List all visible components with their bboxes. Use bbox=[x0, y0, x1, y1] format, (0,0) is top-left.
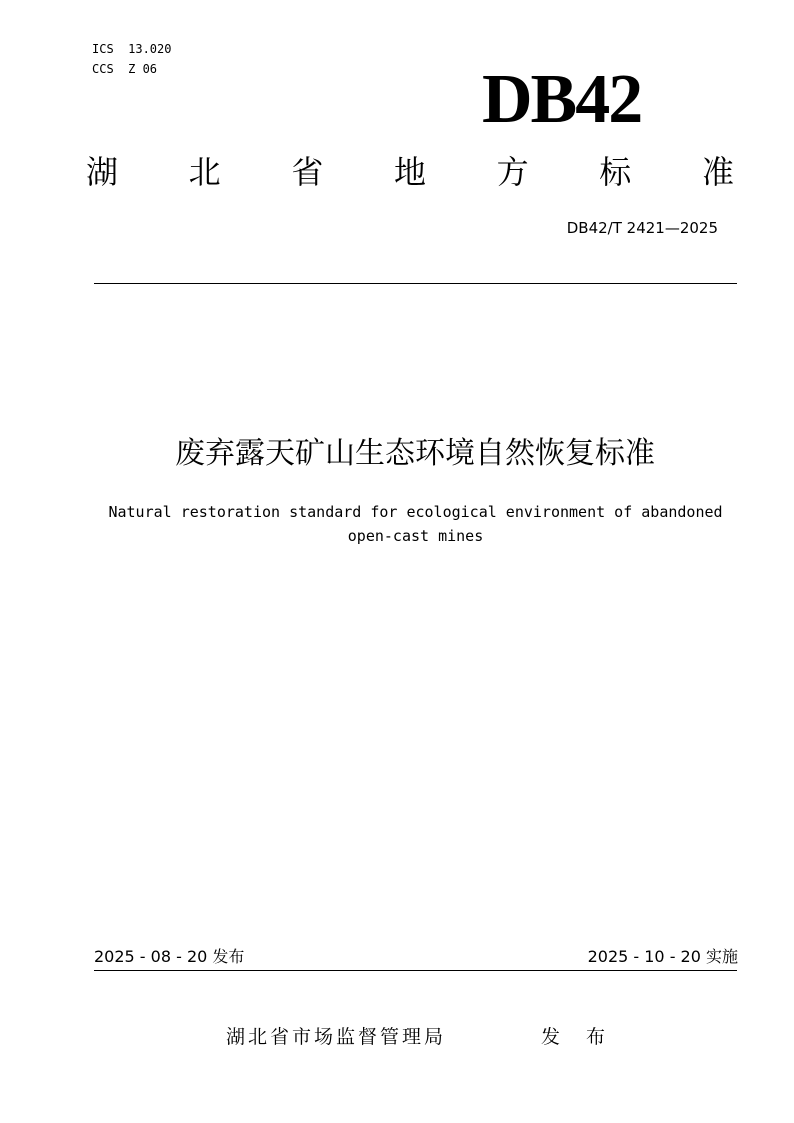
document-title-chinese: 废弃露天矿山生态环境自然恢复标准 bbox=[175, 436, 655, 471]
standard-type-char: 北 bbox=[188, 153, 221, 191]
standard-type-char: 省 bbox=[291, 153, 324, 191]
top-divider bbox=[94, 283, 737, 284]
english-title-line-2: open-cast mines bbox=[347, 527, 484, 545]
standard-number: DB42/T 2421—2025 bbox=[566, 219, 718, 237]
ics-code: ICS 13.020 bbox=[92, 42, 172, 56]
standard-type-char: 湖 bbox=[86, 153, 119, 191]
standard-type-char: 准 bbox=[701, 153, 734, 191]
standard-type-heading bbox=[86, 150, 734, 194]
document-title-english bbox=[94, 500, 737, 548]
standard-type-char: 地 bbox=[393, 153, 426, 191]
standard-type-char: 标 bbox=[599, 153, 632, 191]
ccs-code: CCS Z 06 bbox=[92, 62, 158, 76]
bottom-divider bbox=[94, 970, 737, 971]
standard-type-char: 方 bbox=[496, 153, 529, 191]
issue-label: 发 布 bbox=[541, 1026, 616, 1048]
classification-codes bbox=[92, 39, 171, 79]
standard-logo: DB42 bbox=[482, 61, 642, 138]
implementation-date: 2025 - 10 - 20 实施 bbox=[587, 947, 738, 966]
issuing-authority: 湖北省市场监督管理局 bbox=[226, 1026, 447, 1048]
english-title-line-1: Natural restoration standard for ecological environment of abandoned bbox=[108, 503, 723, 521]
issue-date: 2025 - 08 - 20 发布 bbox=[94, 947, 245, 966]
